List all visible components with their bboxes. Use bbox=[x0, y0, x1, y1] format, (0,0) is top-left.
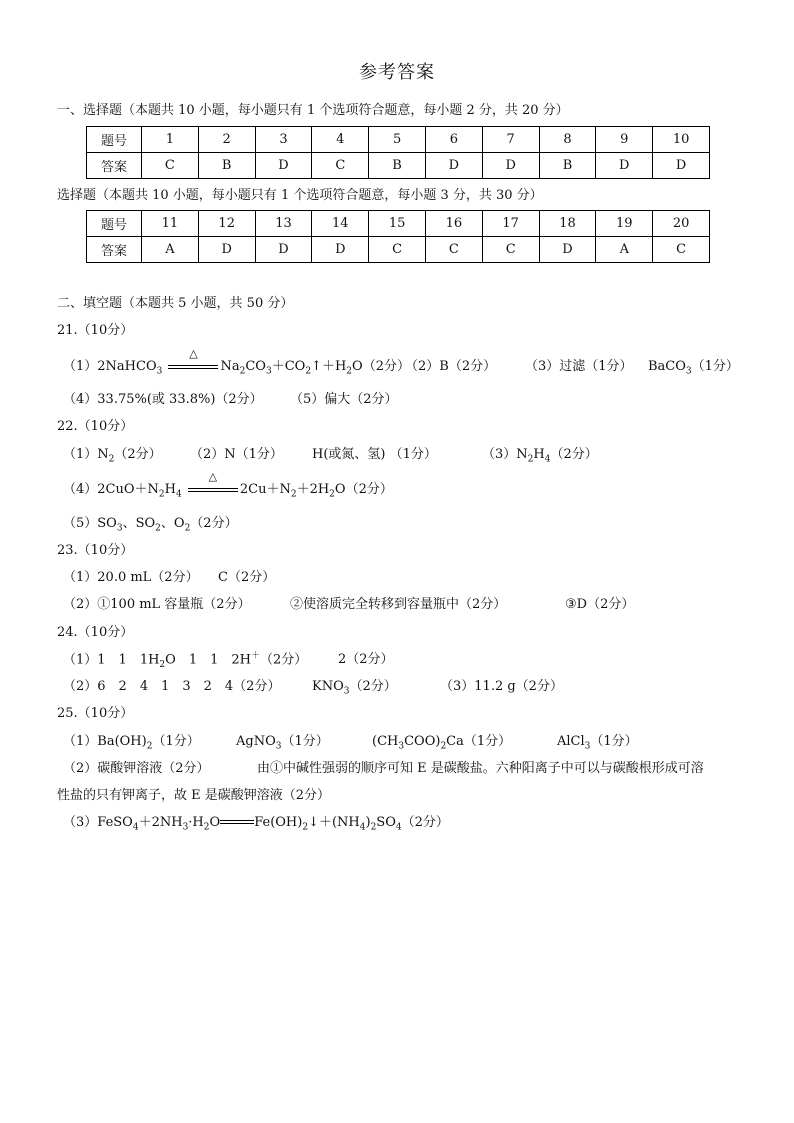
table-cell: B bbox=[369, 153, 426, 179]
equals-sign bbox=[220, 819, 254, 827]
q24-p2b-score: （2分） bbox=[349, 679, 397, 694]
table-cell: 题号 bbox=[87, 211, 142, 237]
table-cell: D bbox=[425, 153, 482, 179]
q25-p1a-formula: （1）Ba(OH) bbox=[63, 734, 147, 749]
q23-p1b: C（2分） bbox=[218, 570, 276, 585]
q22-p2b: H(或氮、氢) （1分） bbox=[312, 447, 437, 462]
table-cell: 2 bbox=[198, 127, 255, 153]
table-cell: 19 bbox=[596, 211, 653, 237]
heat-equals-sign bbox=[188, 469, 238, 497]
q21-p3b-score: （1分） bbox=[691, 359, 739, 374]
table-cell: 17 bbox=[482, 211, 539, 237]
section1-heading: 一、选择题（本题共 10 小题，每小题只有 1 个选项符合题意，每小题 2 分，共 20 分） bbox=[57, 103, 569, 118]
table-cell: 13 bbox=[255, 211, 312, 237]
q25-p1d: AlCl$_3$（1分） bbox=[557, 734, 638, 752]
answer-table-2 bbox=[86, 210, 710, 263]
table-cell: 9 bbox=[596, 127, 653, 153]
q23-p2a: （2）①100 mL 容量瓶（2分） bbox=[63, 597, 251, 612]
q22-p5: $(5)SO_3$、$SO_2$、$O_2(2$分） bbox=[63, 516, 238, 534]
q21-p1-prefix: （1）2NaHCO bbox=[63, 359, 157, 374]
q22-p3-score: （2分） bbox=[550, 447, 598, 462]
table-cell: D bbox=[255, 237, 312, 263]
q22-p3: $(3)N_2H_4(2$分） bbox=[482, 447, 598, 465]
table-cell: C bbox=[482, 237, 539, 263]
q21-p1: （1）2NaHCO$_3$ △ $Na_2CO_3+CO_2↑+H_2O(2$分） bbox=[63, 346, 410, 377]
section1-heading-2: 选择题（本题共 10 小题，每小题只有 1 个选项符合题意，每小题 3 分，共 30 分） bbox=[57, 188, 543, 203]
table-cell: D bbox=[198, 237, 255, 263]
q22-p1: $(1)N_2(2$分） bbox=[63, 447, 162, 465]
table-cell: 4 bbox=[312, 127, 369, 153]
q21-p3b-formula: BaCO bbox=[648, 359, 686, 374]
q25-label: 25.（10分） bbox=[57, 706, 134, 721]
q25-p1d-formula: AlCl bbox=[557, 734, 585, 749]
q23-p2c: ③D（2分） bbox=[565, 597, 635, 612]
table-cell: D bbox=[482, 153, 539, 179]
table-cell: 答案 bbox=[87, 237, 142, 263]
table-cell: D bbox=[255, 153, 312, 179]
q24-p2b-formula: KNO bbox=[312, 679, 344, 694]
table-cell: D bbox=[596, 153, 653, 179]
q24-p1: （1）1 1 $1H_2O$ 1 1 2H＋（2分） bbox=[63, 651, 308, 670]
q22-label: 22.（10分） bbox=[57, 419, 134, 434]
table-cell: B bbox=[539, 153, 596, 179]
table-cell: A bbox=[142, 237, 199, 263]
table-cell: C bbox=[653, 237, 710, 263]
table-cell: 5 bbox=[369, 127, 426, 153]
q24-p1-score: （2分） bbox=[259, 652, 308, 668]
q23-p2b: ②使溶质完全转移到容量瓶中（2分） bbox=[290, 597, 507, 612]
q25-p3: $(3)FeSO_4+2NH_3\cdot H_2O$ $Fe(OH)_2↓+(NH_4)_2SO_4(2$分） bbox=[63, 815, 449, 833]
table-cell: D bbox=[312, 237, 369, 263]
table-cell: 11 bbox=[142, 211, 199, 237]
heat-equals-sign bbox=[168, 346, 218, 374]
q21-p3: （3）过滤（1分） bbox=[525, 359, 633, 374]
q25-p2b: 由①中碱性强弱的顺序可知 E 是碳酸盐。六种阳离子中可以与碳酸根形成可溶 bbox=[257, 761, 704, 776]
q25-p1a: $(1)Ba(OH)_2(1$分） bbox=[63, 734, 200, 752]
table-cell: 题号 bbox=[87, 127, 142, 153]
q22-p1-text: （1）N bbox=[63, 447, 109, 462]
table-row bbox=[87, 153, 710, 179]
q25-p1b-formula: AgNO bbox=[236, 734, 276, 749]
q25-p1d-score: （1分） bbox=[590, 734, 638, 749]
table-cell: 14 bbox=[312, 211, 369, 237]
q22-p4: $(4)2CuO+N_2H_4$ △ $2Cu+N_2+2H_2O(2$分） bbox=[63, 469, 393, 500]
q21-p4: （4）33.75%(或 33.8%)（2分） bbox=[63, 392, 263, 407]
q25-p1b-score: （1分） bbox=[281, 734, 329, 749]
table-row bbox=[87, 237, 710, 263]
q24-p1-text: （1）1 1 1H bbox=[63, 652, 160, 668]
q25-p2a: （2）碳酸钾溶液（2分） bbox=[63, 761, 210, 776]
q23-p1: （1）20.0 mL（2分） bbox=[63, 570, 199, 585]
table-cell: B bbox=[198, 153, 255, 179]
table-cell: A bbox=[596, 237, 653, 263]
table-cell: D bbox=[539, 237, 596, 263]
q24-label: 24.（10分） bbox=[57, 625, 134, 640]
q21-label: 21.（10分） bbox=[57, 323, 134, 338]
q22-p5-score: （2分） bbox=[190, 516, 238, 531]
q25-p1c-score: （1分） bbox=[463, 734, 512, 749]
table-cell: 16 bbox=[425, 211, 482, 237]
heat-triangle-icon: △ bbox=[189, 346, 198, 360]
table-cell: 15 bbox=[369, 211, 426, 237]
q22-p1-score: （2分） bbox=[114, 447, 162, 462]
table-cell: 答案 bbox=[87, 153, 142, 179]
q22-p3-text: （3）N bbox=[482, 447, 528, 462]
q24-p1-mid: O 1 1 2H bbox=[165, 652, 251, 668]
q25-p3-score: （2分） bbox=[401, 815, 449, 830]
table-cell: C bbox=[312, 153, 369, 179]
q23-label: 23.（10分） bbox=[57, 543, 134, 558]
q21-p5: （5）偏大（2分） bbox=[290, 392, 398, 407]
table-cell: C bbox=[425, 237, 482, 263]
q21-p1-score: （2分） bbox=[362, 359, 410, 374]
table-cell: 10 bbox=[653, 127, 710, 153]
q22-p5-text: （5）SO bbox=[63, 516, 117, 531]
q25-p1c-formula: (CH bbox=[372, 734, 399, 749]
answer-table-1 bbox=[86, 126, 710, 179]
q22-p2: （2）N（1分） bbox=[190, 447, 283, 462]
q21-p1-products: Na bbox=[220, 359, 240, 374]
table-cell: 1 bbox=[142, 127, 199, 153]
page-title: 参考答案 bbox=[359, 62, 435, 83]
table-cell: 20 bbox=[653, 211, 710, 237]
q22-p4-score: （2分） bbox=[345, 482, 393, 497]
table-row bbox=[87, 127, 710, 153]
q24-p2: （2）6 2 4 1 3 2 4（2分） bbox=[63, 679, 281, 694]
table-cell: 3 bbox=[255, 127, 312, 153]
section2-heading: 二、填空题（本题共 5 小题，共 50 分） bbox=[57, 296, 294, 311]
q25-p3-formula: （3）FeSO bbox=[63, 815, 133, 830]
q25-p2c: 性盐的只有钾离子，故 E 是碳酸钾溶液（2分） bbox=[57, 788, 331, 803]
table-cell: 7 bbox=[482, 127, 539, 153]
q24-p2b: $KNO_3(2$分） bbox=[312, 679, 397, 697]
q21-p2: （2）B（2分） bbox=[405, 359, 497, 374]
heat-triangle-icon: △ bbox=[208, 469, 218, 483]
table-row bbox=[87, 211, 710, 237]
table-cell: 6 bbox=[425, 127, 482, 153]
table-cell: D bbox=[653, 153, 710, 179]
table-cell: C bbox=[369, 237, 426, 263]
q21-p3b: BaCO$_3$（1分） bbox=[648, 359, 739, 377]
table-cell: 18 bbox=[539, 211, 596, 237]
q22-p4-prefix: （4）2CuO＋N bbox=[63, 482, 159, 497]
table-cell: 8 bbox=[539, 127, 596, 153]
table-cell: 12 bbox=[198, 211, 255, 237]
q25-p1a-score: （1分） bbox=[152, 734, 200, 749]
q25-p1c: $(CH_3COO)_2Ca(1$分） bbox=[372, 734, 512, 752]
q25-p1b: AgNO$_3$（1分） bbox=[236, 734, 329, 752]
table-cell: C bbox=[142, 153, 199, 179]
q24-p3: （3）11.2 g（2分） bbox=[440, 679, 563, 694]
q24-p1b: 2（2分） bbox=[338, 652, 394, 667]
